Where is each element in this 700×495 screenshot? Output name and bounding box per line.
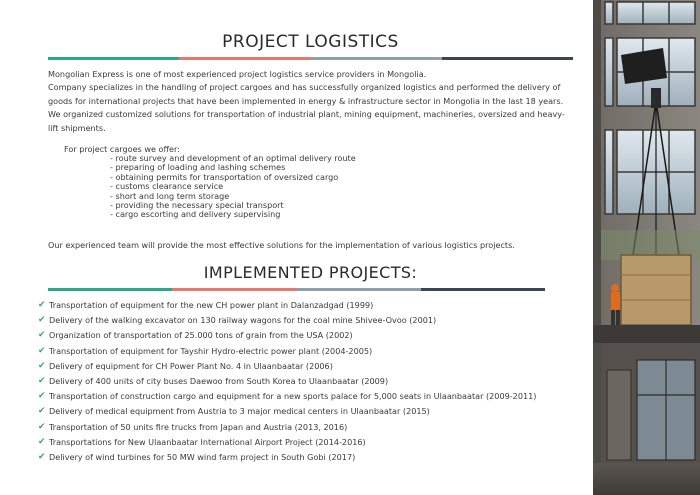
project-item [38, 389, 536, 404]
check-icon: ✔ [38, 375, 46, 386]
project-item [38, 344, 536, 359]
project-item [38, 298, 536, 313]
offer-item: - obtaining permits for transportation of oversized cargo [110, 171, 339, 182]
check-icon: ✔ [38, 406, 46, 417]
page-title: PROJECT LOGISTICS [222, 32, 399, 52]
check-icon: ✔ [38, 451, 46, 462]
project-item [38, 313, 536, 328]
check-icon: ✔ [38, 330, 46, 341]
closing-statement: Our experienced team will provide the most effective solutions for the implementation of various logistics projects. [48, 240, 515, 250]
project-text: Transportation of equipment for the new CH power plant in Dalanzadgad (1999) [49, 300, 374, 310]
offer-heading: For project cargoes we offer: [64, 144, 180, 154]
project-text: Organization of transportation of 25.000 tons of grain from the USA (2002) [49, 330, 353, 341]
building-crane-photo [593, 0, 700, 495]
offer-item: - cargo escorting and delivery supervising [110, 209, 281, 220]
check-icon: ✔ [38, 421, 46, 432]
title-divider [48, 57, 573, 60]
check-icon: ✔ [38, 391, 46, 402]
intro-line: Company specializes in the handling of project cargoes and has successfully organized logistics and performed the delivery of goods for international projects that have been implemented in energy & infrastructure sector in Mongolia in the last 18 years. We organized customized solutions for transportation of industrial plant, mining equipment, machineries, oversized and heavy-lift shipments. [48, 82, 565, 133]
projects-divider [48, 288, 545, 291]
check-icon: ✔ [38, 436, 46, 447]
project-text: Delivery of equipment for CH Power Plant No. 4 in Ulaanbaatar (2006) [49, 360, 333, 371]
project-text: Delivery of 400 units of city buses Daewoo from South Korea to Ulaanbaatar (2009) [49, 375, 389, 386]
project-text: Transportation of equipment for Tayshir Hydro-electric power plant (2004-2005) [49, 345, 373, 356]
project-text: Delivery of the walking excavator on 130 railway wagons for the coal mine Shivee-Ovoo (2001) [49, 315, 437, 326]
project-item [38, 435, 536, 450]
project-item [38, 420, 536, 435]
project-item [38, 328, 536, 343]
project-item [38, 450, 536, 465]
project-text: Transportation of 50 units fire trucks from Japan and Austria (2013, 2016) [49, 421, 348, 432]
check-icon: ✔ [38, 345, 46, 356]
offer-item: - customs clearance service [110, 181, 224, 192]
offer-item: - short and long term storage [110, 190, 230, 201]
intro-paragraph [48, 68, 573, 135]
offer-item: - route survey and development of an optimal delivery route [110, 153, 356, 163]
project-item [38, 404, 536, 419]
project-text: Delivery of wind turbines for 50 MW wind farm project in South Gobi (2017) [49, 451, 356, 462]
projects-title: IMPLEMENTED PROJECTS: [203, 263, 418, 282]
project-text: Delivery of medical equipment from Austria to 3 major medical centers in Ulaanbaatar (2015) [49, 406, 430, 417]
offer-item: - preparing of loading and lashing schemes [110, 162, 286, 173]
check-icon: ✔ [38, 300, 46, 310]
project-text: Transportation of construction cargo and equipment for a new sports palace for 5,000 seats in Ulaanbaatar (2009-2011) [49, 391, 537, 402]
project-text: Transportations for New Ulaanbaatar International Airport Project (2014-2016) [49, 436, 366, 447]
offer-list [110, 154, 356, 220]
offer-item: - providing the necessary special transport [110, 200, 284, 211]
check-icon: ✔ [38, 315, 46, 326]
projects-list [38, 298, 536, 465]
intro-line: Mongolian Express is one of most experienced project logistics service providers in Mongolia. [48, 69, 427, 79]
check-icon: ✔ [38, 360, 46, 371]
project-item [38, 359, 536, 374]
project-item [38, 374, 536, 389]
